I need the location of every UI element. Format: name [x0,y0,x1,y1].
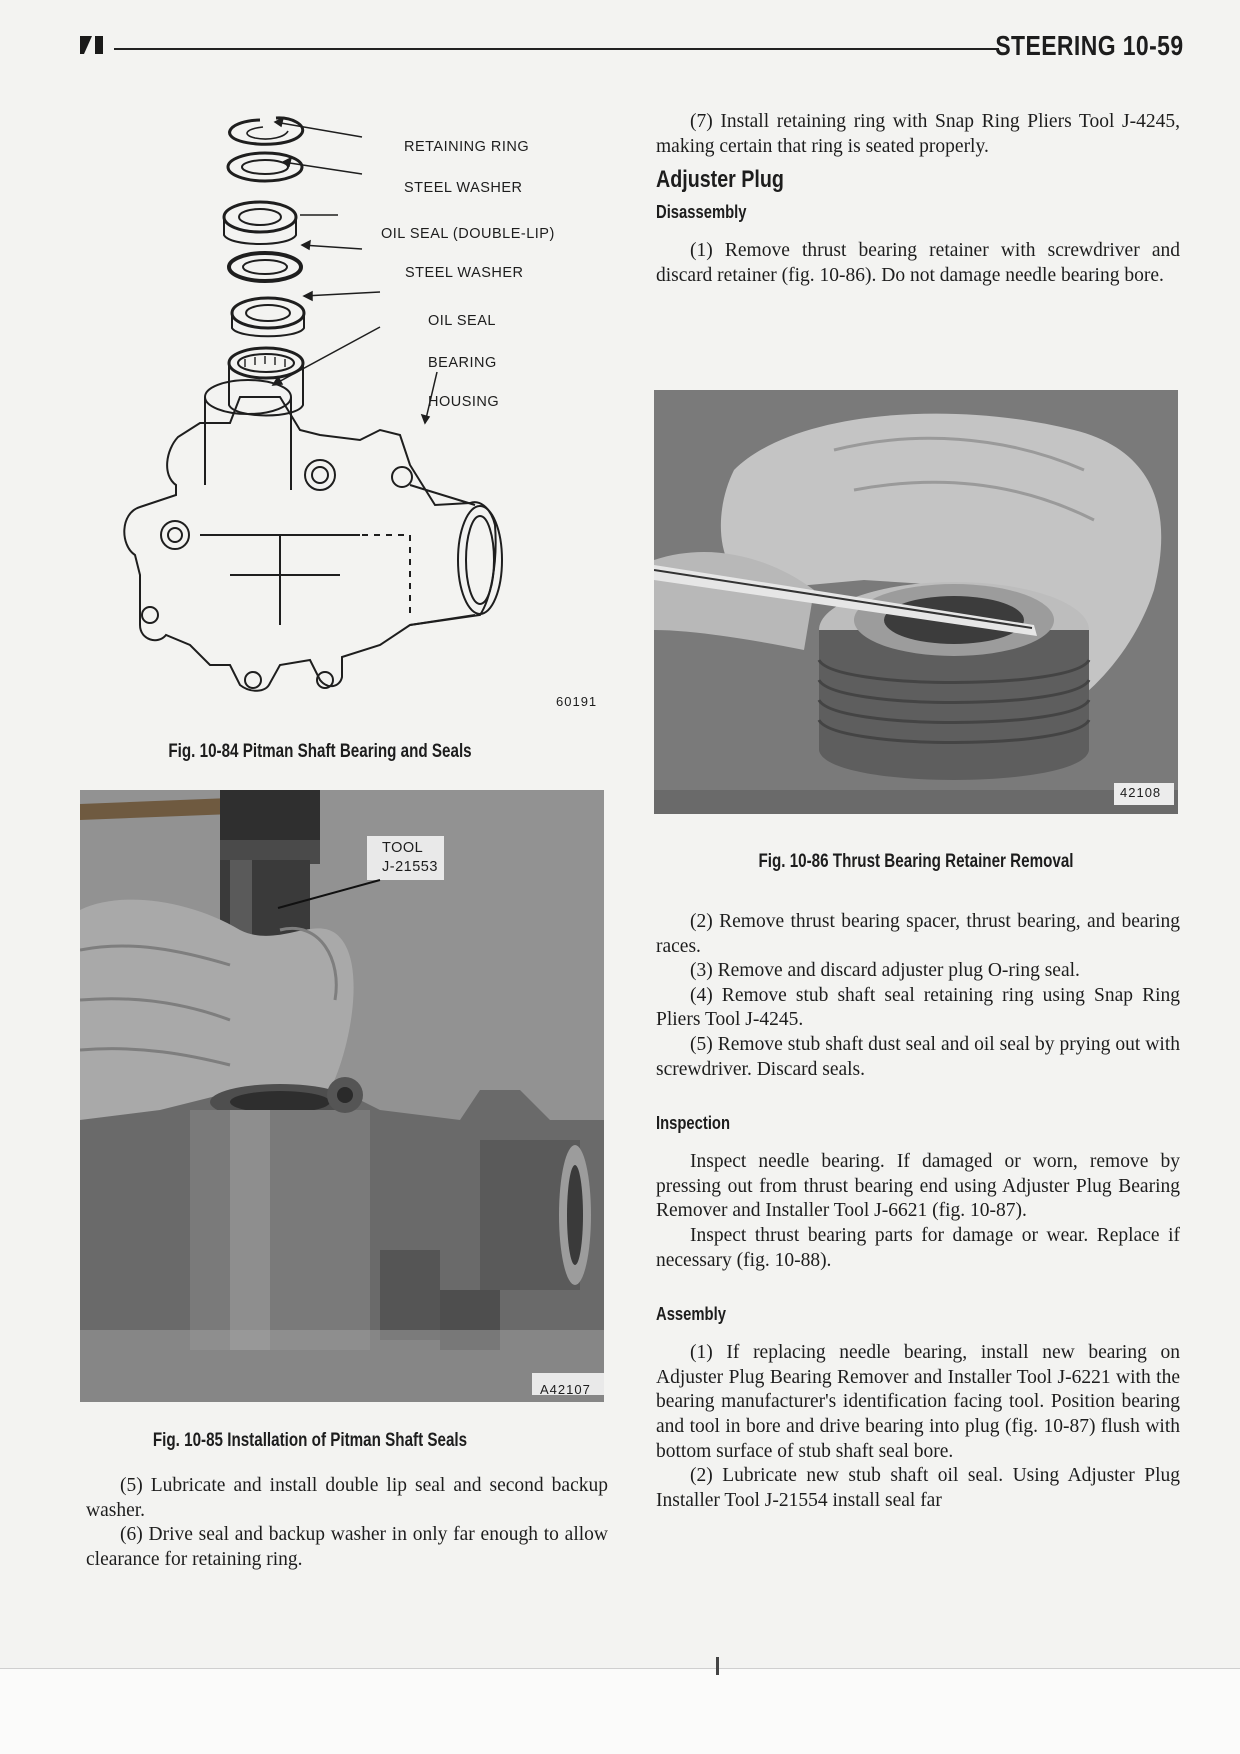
tool-label-line-2: J-21553 [382,859,438,875]
assembly-heading: Assembly [656,1303,726,1325]
figure-caption-10-84: Fig. 10-84 Pitman Shaft Bearing and Seals [168,741,472,762]
label-retaining-ring: RETAINING RING [404,139,530,155]
label-oil-seal: OIL SEAL [428,313,496,329]
figure-number-42108: 42108 [1120,785,1162,800]
step-6-text: (6) Drive seal and backup washer in only far enough to allow clearance for retaining ring. [86,1524,608,1570]
figure-caption-10-85: Fig. 10-85 Installation of Pitman Shaft Seals [152,1430,468,1451]
inspection-heading: Inspection [656,1112,731,1134]
right-column-top [656,110,1180,288]
seal-installation-photo [80,790,604,1402]
step-7-text: (7) Install retaining ring with Snap Ring Pliers Tool J-4245, making certain that ring is seated properly. [656,111,1180,157]
disassembly-step-3: (3) Remove and discard adjuster plug O-ring seal. [690,960,1080,982]
figure-number-a42107: A42107 [540,1382,591,1397]
label-oil-seal-double-lip: OIL SEAL (DOUBLE-LIP) [381,226,555,242]
figure-caption-10-86: Fig. 10-86 Thrust Bearing Retainer Removal [758,851,1074,872]
assembly-step-2: (2) Lubricate new stub shaft oil seal. Using Adjuster Plug Installer Tool J-21554 install seal far [656,1465,1180,1511]
inspection-paragraph-1: Inspect needle bearing. If damaged or worn, remove by pressing out from thrust bearing end using Adjuster Plug Bearing Remover and Installer Tool J-6621 (fig. 10-87). [656,1151,1180,1222]
adjuster-plug-heading: Adjuster Plug [656,166,784,194]
disassembly-heading: Disassembly [656,201,747,223]
step-5-text: (5) Lubricate and install double lip seal and second backup washer. [86,1475,608,1521]
page-title: STEERING 10-59 [995,30,1184,61]
assembly-step-1: (1) If replacing needle bearing, install new bearing on Adjuster Plug Bearing Remover and Installer Tool J-6221 with the bearing manufacturer's identification facing tool. Position bearing and tool in bore and drive bearing into plug (fig. 10-87) flush with bottom surface of stub shaft seal bore. [656,1342,1180,1462]
left-column-text [86,1474,608,1572]
disassembly-step-5: (5) Remove stub shaft dust seal and oil seal by prying out with screwdriver. Discard seals. [656,1033,1180,1080]
thrust-bearing-retainer-photo [654,390,1178,814]
inspection-paragraph-2: Inspect thrust bearing parts for damage or wear. Replace if necessary (fig. 10-88). [656,1224,1180,1271]
brand-mark-icon [80,36,106,54]
header-rule [114,48,999,50]
label-bearing: BEARING [428,355,497,371]
pitman-shaft-diagram [80,105,620,720]
figure-number-60191: 60191 [556,694,598,709]
tool-label-line-1: TOOL [382,840,424,856]
disassembly-step-1: (1) Remove thrust bearing retainer with screwdriver and discard retainer (fig. 10-86). Do not damage needle bearing bore. [656,240,1180,286]
label-steel-washer-2: STEEL WASHER [405,265,524,281]
disassembly-step-2: (2) Remove thrust bearing spacer, thrust bearing, and bearing races. [656,911,1180,957]
page-bottom-margin [0,1668,1240,1754]
scan-mark [716,1657,719,1675]
label-housing: HOUSING [428,394,500,410]
right-column-lower [656,910,1180,1513]
label-steel-washer-1: STEEL WASHER [404,180,523,196]
disassembly-step-4: (4) Remove stub shaft seal retaining ring using Snap Ring Pliers Tool J-4245. [656,984,1180,1031]
